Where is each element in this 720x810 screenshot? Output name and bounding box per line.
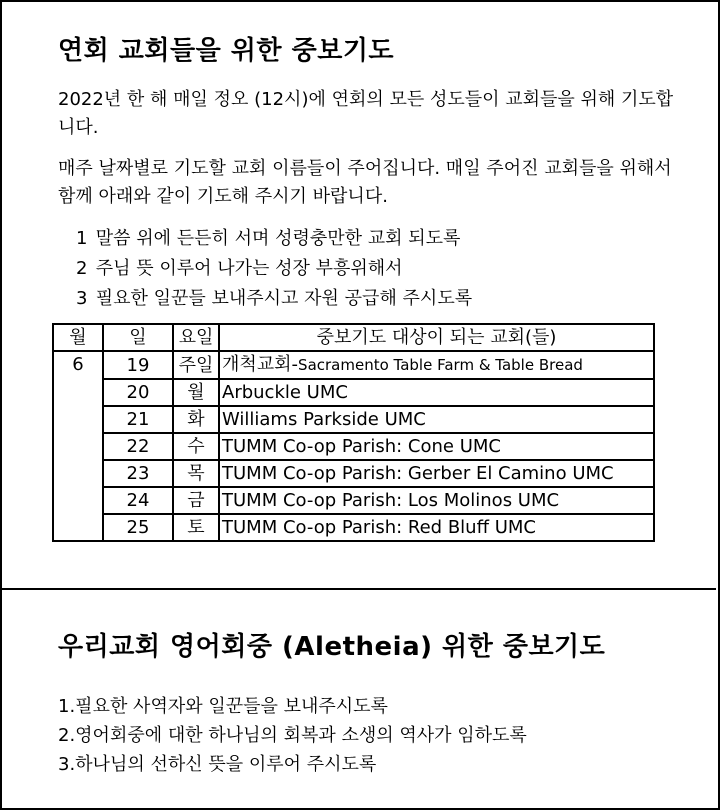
header-weekday: 요일 [173,324,219,351]
english-congregation-prayer-section [0,590,716,806]
table-row [53,351,654,379]
list-number: 3 [76,288,88,309]
weekday-cell: 수 [173,433,219,460]
day-cell: 19 [103,351,173,379]
church-name-detail: Sacramento Table Farm & Table Bread [298,356,583,374]
table-row [53,460,654,487]
header-month: 월 [53,324,103,351]
church-cell: Arbuckle UMC [219,379,654,406]
list-text: 말씀 위에 든든히 서며 성령충만한 교회 되도록 [95,228,461,249]
table-row [53,487,654,514]
church-cell: TUMM Co-op Parish: Cone UMC [219,433,654,460]
church-name: 개척교회- [222,354,299,375]
conference-prayer-title: 연회 교회들을 위한 중보기도 [58,36,395,66]
day-cell: 23 [103,460,173,487]
weekday-cell: 목 [173,460,219,487]
church-cell: TUMM Co-op Parish: Red Bluff UMC [219,514,654,541]
english-congregation-title: 우리교회 영어회중 (Aletheia) 위한 중보기도 [58,632,606,662]
month-cell: 6 [53,351,103,541]
day-cell: 21 [103,406,173,433]
intro-paragraph: 2022년 한 해 매일 정오 (12시)에 연회의 모든 성도들이 교회들을 위해 기도합니다. [58,89,674,138]
weekday-cell: 토 [173,514,219,541]
list-item: 2.영어회중에 대한 하나님의 회복과 소생의 역사가 임하도록 [58,725,527,746]
table-row [53,433,654,460]
weekday-cell: 금 [173,487,219,514]
list-number: 2 [76,258,88,279]
table-row [53,514,654,541]
weekday-cell: 월 [173,379,219,406]
prayer-topic-list [76,224,472,314]
english-prayer-list [58,692,527,779]
day-cell: 20 [103,379,173,406]
list-item [76,254,472,284]
list-text: 필요한 일꾼들 보내주시고 자원 공급해 주시도록 [95,288,473,309]
list-item: 3.하나님의 선하신 뜻을 이루어 주시도록 [58,754,377,775]
list-text: 주님 뜻 이루어 나가는 성장 부흥위해서 [95,258,403,279]
church-cell: TUMM Co-op Parish: Gerber El Camino UMC [219,460,654,487]
header-day: 일 [103,324,173,351]
table-row [53,406,654,433]
weekday-cell: 주일 [173,351,219,379]
church-cell [219,351,654,379]
list-number: 1 [76,228,88,249]
day-cell: 25 [103,514,173,541]
instruction-paragraph: 매주 날짜별로 기도할 교회 이름들이 주어집니다. 매일 주어진 교회들을 위해서 함께 아래와 같이 기도해 주시기 바랍니다. [58,158,672,207]
day-cell: 24 [103,487,173,514]
table-row [53,379,654,406]
day-cell: 22 [103,433,173,460]
list-item: 1.필요한 사역자와 일꾼들을 보내주시도록 [58,696,388,717]
church-cell: Williams Parkside UMC [219,406,654,433]
prayer-schedule-table [52,323,655,542]
church-cell: TUMM Co-op Parish: Los Molinos UMC [219,487,654,514]
weekday-cell: 화 [173,406,219,433]
list-item [76,224,472,254]
table-header-row [53,324,654,351]
header-church: 중보기도 대상이 되는 교회(들) [219,324,654,351]
list-item [76,284,472,314]
